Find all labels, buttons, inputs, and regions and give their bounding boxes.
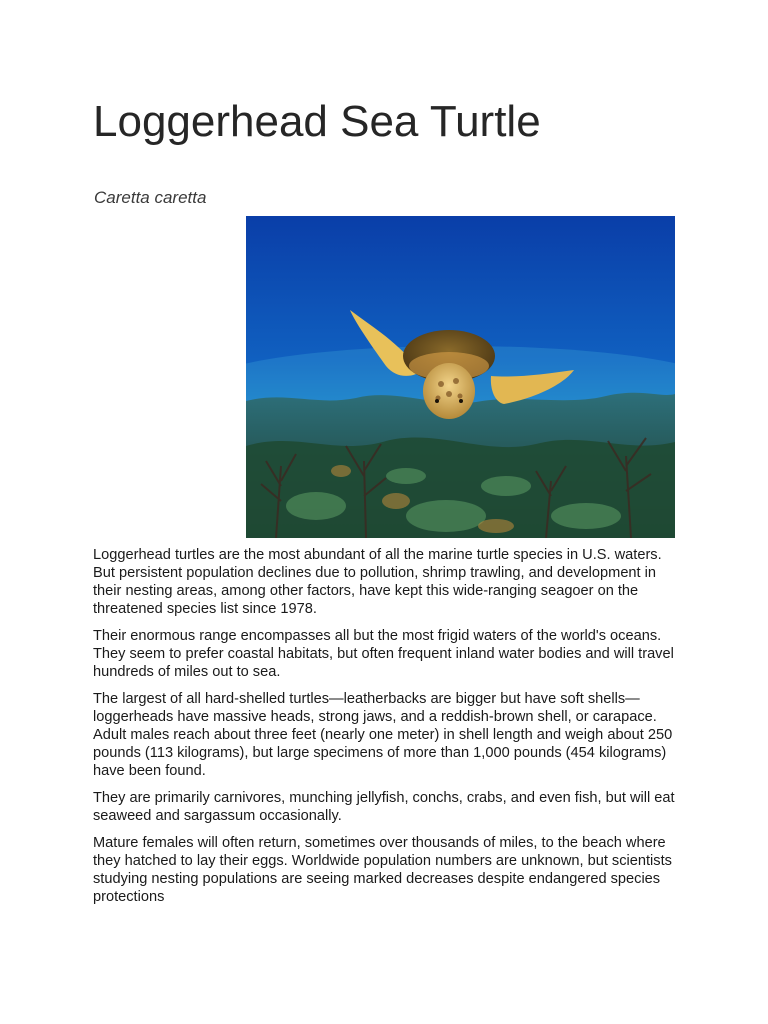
paragraph: The largest of all hard-shelled turtles—leatherbacks are bigger but have soft shells—loggerheads have massive heads, strong jaws, and a reddish-brown shell, or carapace. Adult males reach about three feet (nearly one meter) in shell length and weigh about 250 pounds (113 kilograms), but large specimens of more than 1,000 pounds (454 kilograms) have been found. <box>93 691 673 779</box>
turtle-photo <box>246 216 675 538</box>
paragraph: They are primarily carnivores, munching jellyfish, conchs, crabs, and even fish, but will eat seaweed and sargassum occasionally. <box>93 790 675 824</box>
article-body <box>93 546 683 915</box>
paragraph: Their enormous range encompasses all but the most frigid waters of the world's oceans. They seem to prefer coastal habitats, but often frequent inland water bodies and will travel hundreds of miles out to sea. <box>93 628 674 680</box>
paragraph: Mature females will often return, sometimes over thousands of miles, to the beach where they hatched to lay their eggs. Worldwide population numbers are unknown, but scientists studying nesting populations are seeing marked decreases despite endangered species protections <box>93 835 672 905</box>
scientific-name: Caretta caretta <box>94 188 207 207</box>
paragraph: Loggerhead turtles are the most abundant of all the marine turtle species in U.S. waters. But persistent population declines due to pollution, shrimp trawling, and development in their nesting areas, among other factors, have kept this wide-ranging seagoer on the threatened species list since 1978. <box>93 547 662 617</box>
page-title: Loggerhead Sea Turtle <box>93 97 541 146</box>
